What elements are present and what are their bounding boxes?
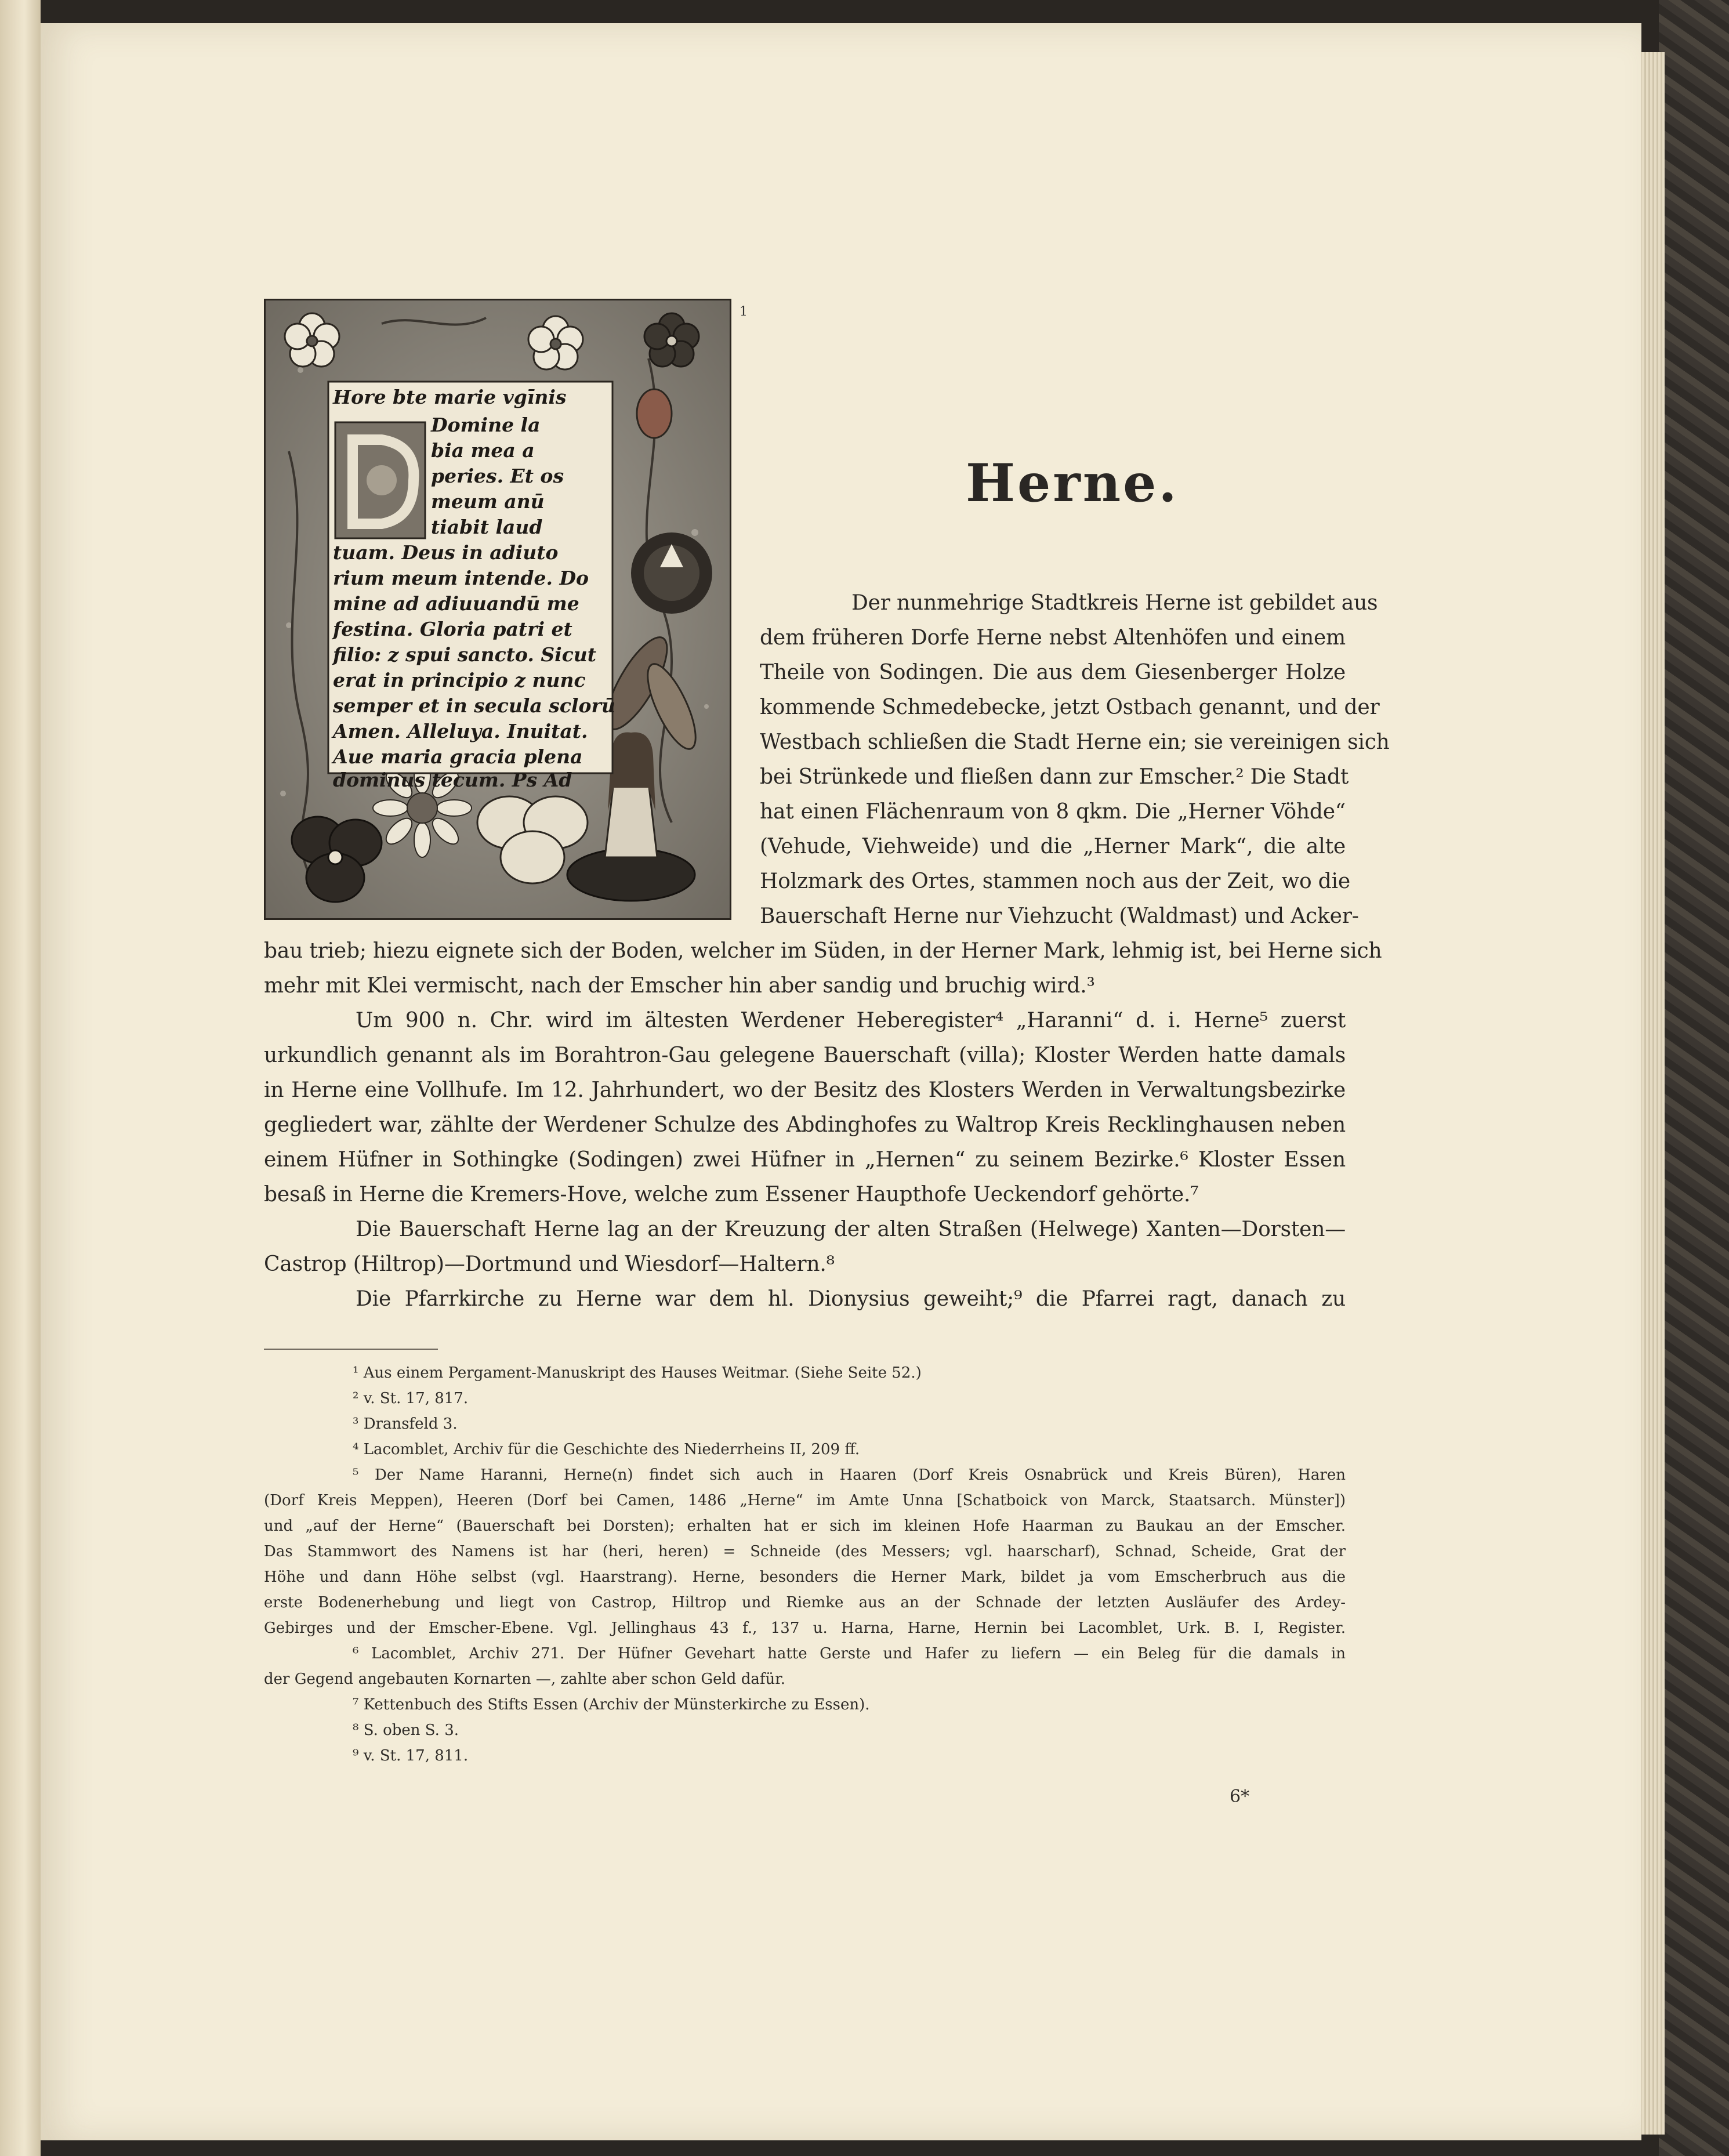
manuscript-line: semper et in secula sclorū: [333, 694, 615, 717]
text-line: mehr mit Klei vermischt, nach der Emscher hin aber sandig und bruchig wird.³: [264, 974, 1095, 998]
footnote-divider: [264, 1349, 438, 1350]
text-line: bau trieb; hiezu eignete sich der Boden, welcher im Süden, in der Herner Mark, lehmig ist, bei Herne sich: [264, 939, 1382, 963]
book-cover-edge: [1659, 0, 1729, 2156]
footnote: Gebirges und der Emscher-Ebene. Vgl. Jellinghaus 43 f., 137 u. Harna, Harne, Hernin bei Lacomblet, Urk. B. I, Register.: [264, 1619, 1346, 1637]
manuscript-line: erat in principio z nunc: [333, 669, 586, 691]
footnote: ⁶ Lacomblet, Archiv 271. Der Hüfner Gevehart hatte Gerste und Hafer zu liefern — ein Beleg für die damals in: [353, 1645, 1346, 1662]
footnote: ³ Dransfeld 3.: [353, 1415, 458, 1433]
text-line: Bauerschaft Herne nur Viehzucht (Waldmast) und Acker-: [760, 904, 1359, 928]
text-line: in Herne eine Vollhufe. Im 12. Jahrhundert, wo der Besitz des Klosters Werden in Verwaltungsbezirke: [264, 1078, 1346, 1102]
text-line: Die Pfarrkirche zu Herne war dem hl. Dionysius geweiht;⁹ die Pfarrei ragt, danach zu: [356, 1287, 1346, 1311]
footnote: ² v. St. 17, 817.: [353, 1390, 469, 1407]
text-line: dem früheren Dorfe Herne nebst Altenhöfen und einem: [760, 626, 1346, 650]
manuscript-line: rium meum intende. Do: [333, 567, 589, 589]
manuscript-line: bia mea a: [431, 439, 535, 462]
page-title: Herne.: [966, 452, 1179, 514]
text-line: Die Bauerschaft Herne lag an der Kreuzung der alten Straßen (Helwege) Xanten—Dorsten—: [356, 1217, 1346, 1241]
footnote: ⁷ Kettenbuch des Stifts Essen (Archiv der Münsterkirche zu Essen).: [353, 1696, 870, 1713]
signature-mark: 6*: [1230, 1787, 1250, 1807]
manuscript-line: filio: z spui sancto. Sicut: [333, 643, 597, 666]
text-line: Um 900 n. Chr. wird im ältesten Werdener Heberegister⁴ „Haranni“ d. i. Herne⁵ zuerst: [356, 1009, 1346, 1032]
text-line: Westbach schließen die Stadt Herne ein; sie vereinigen sich: [760, 730, 1390, 754]
footnote: Das Stammwort des Namens ist har (heri, heren) = Schneide (des Messers; vgl. haarscharf), Schnad, Scheide, Grat der: [264, 1543, 1346, 1560]
manuscript-line: dominus tecum. Ps Ad: [333, 769, 572, 791]
manuscript-illustration: [264, 299, 731, 920]
text-line: einem Hüfner in Sothingke (Sodingen) zwei Hüfner in „Hernen“ zu seinem Bezirke.⁶ Kloster Essen: [264, 1148, 1346, 1172]
initial-letter-icon: [335, 422, 425, 538]
text-line: hat einen Flächenraum von 8 qkm. Die „Herner Vöhde“: [760, 800, 1346, 824]
manuscript-line: peries. Et os: [431, 465, 564, 487]
footnote: ¹ Aus einem Pergament-Manuskript des Hauses Weitmar. (Siehe Seite 52.): [353, 1364, 922, 1382]
footnote: ⁸ S. oben S. 3.: [353, 1722, 459, 1739]
manuscript-line: tiabit laud: [431, 516, 543, 538]
text-line: Castrop (Hiltrop)—Dortmund und Wiesdorf—Haltern.⁸: [264, 1252, 835, 1276]
text-line: Der nunmehrige Stadtkreis Herne ist gebildet aus: [851, 591, 1378, 615]
text-line: urkundlich genannt als im Borahtron-Gau gelegene Bauerschaft (villa); Kloster Werden hatte damals: [264, 1043, 1346, 1067]
footnote: der Gegend angebauten Kornarten —, zahlte aber schon Geld dafür.: [264, 1671, 786, 1688]
left-page-edge: [0, 0, 41, 2156]
manuscript-line: tuam. Deus in adiuto: [333, 541, 559, 564]
text-line: besaß in Herne die Kremers-Hove, welche zum Essener Haupthofe Ueckendorf gehörte.⁷: [264, 1183, 1199, 1206]
text-line: bei Strünkede und fließen dann zur Emscher.² Die Stadt: [760, 765, 1349, 789]
text-line: Holzmark des Ortes, stammen noch aus der Zeit, wo die: [760, 869, 1350, 893]
text-line: Theile von Sodingen. Die aus dem Giesenberger Holze: [760, 661, 1346, 684]
manuscript-line: meum anū: [431, 490, 545, 513]
footnote: Höhe und dann Höhe selbst (vgl. Haarstrang). Herne, besonders die Herner Mark, bildet ja vom Emscherbruch aus die: [264, 1568, 1346, 1586]
manuscript-line: Aue maria gracia plena: [333, 745, 583, 768]
footnote: ⁵ Der Name Haranni, Herne(n) findet sich auch in Haaren (Dorf Kreis Osnabrück und Kreis Büren), Haren: [353, 1466, 1346, 1484]
manuscript-line: Domine la: [431, 414, 541, 436]
illustration-footnote-mark: 1: [740, 305, 748, 319]
footnote: (Dorf Kreis Meppen), Heeren (Dorf bei Camen, 1486 „Herne“ im Amte Unna [Schatboick von Marck, Staatsarch. Münster]): [264, 1492, 1346, 1509]
text-line: kommende Schmedebecke, jetzt Ostbach genannt, und der: [760, 695, 1380, 719]
manuscript-line: Hore bte marie vgīnis: [333, 386, 567, 408]
manuscript-line: festina. Gloria patri et: [333, 618, 572, 640]
manuscript-line: mine ad adiuuandū me: [333, 592, 579, 615]
footnote: erste Bodenerhebung und liegt von Castrop, Hiltrop und Riemke aus an der Schnade der letzten Ausläufer des Ardey-: [264, 1594, 1346, 1611]
footnote: ⁴ Lacomblet, Archiv für die Geschichte des Niederrheins II, 209 ff.: [353, 1441, 860, 1458]
text-line: gegliedert war, zählte der Werdener Schulze des Abdinghofes zu Waltrop Kreis Recklinghausen neben: [264, 1113, 1346, 1137]
footnote: ⁹ v. St. 17, 811.: [353, 1747, 469, 1764]
text-line: (Vehude, Viehweide) und die „Herner Mark“, die alte: [760, 835, 1346, 858]
manuscript-line: Amen. Alleluya. Inuitat.: [333, 720, 588, 742]
footnote: und „auf der Herne“ (Bauerschaft bei Dorsten); erhalten hat er sich im kleinen Hofe Haarman zu Baukau an der Emscher.: [264, 1517, 1346, 1535]
